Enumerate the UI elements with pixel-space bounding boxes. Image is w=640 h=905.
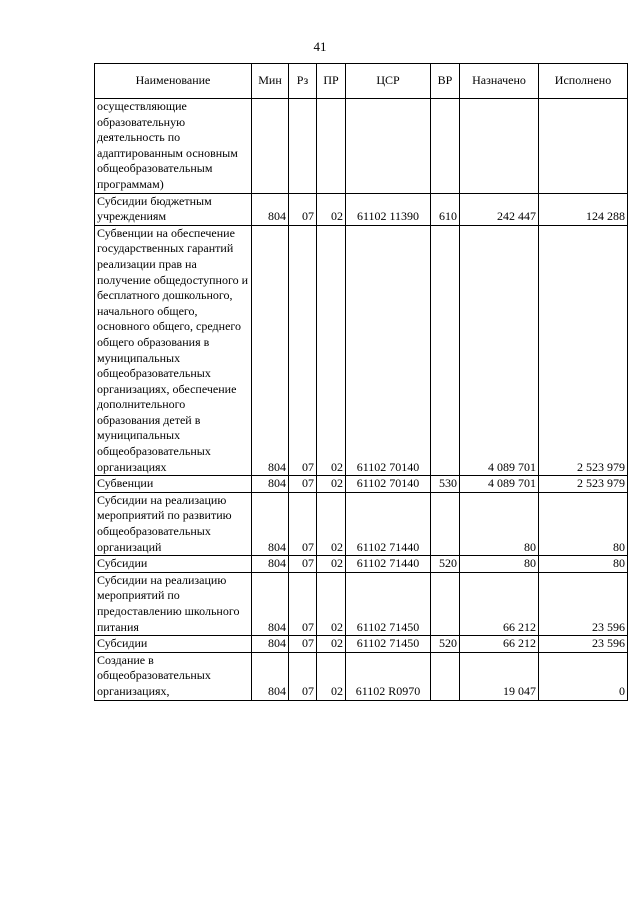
row-assigned: 80 xyxy=(460,556,539,573)
row-pr: 02 xyxy=(317,193,346,225)
row-name: осуществляющие образовательную деятельность по адаптированным основным общеобразовательным программам) xyxy=(95,99,252,194)
row-executed: 23 596 xyxy=(539,636,628,653)
row-min: 804 xyxy=(252,572,289,635)
row-vr xyxy=(431,492,460,555)
header-min: Мин xyxy=(252,64,289,99)
row-vr: 530 xyxy=(431,476,460,493)
row-assigned: 66 212 xyxy=(460,636,539,653)
header-assigned: Назначено xyxy=(460,64,539,99)
row-rz: 07 xyxy=(289,556,317,573)
row-vr xyxy=(431,225,460,476)
row-rz: 07 xyxy=(289,652,317,700)
budget-table xyxy=(94,63,628,701)
row-min xyxy=(252,99,289,194)
row-vr: 610 xyxy=(431,193,460,225)
header-executed: Исполнено xyxy=(539,64,628,99)
table-header-row xyxy=(95,64,628,99)
row-rz: 07 xyxy=(289,225,317,476)
row-name: Субсидии бюджетным учреждениям xyxy=(95,193,252,225)
header-vr: ВР xyxy=(431,64,460,99)
row-min: 804 xyxy=(252,556,289,573)
row-rz: 07 xyxy=(289,636,317,653)
header-rz: Рз xyxy=(289,64,317,99)
row-rz: 07 xyxy=(289,193,317,225)
row-name: Субсидии на реализацию мероприятий по развитию общеобразовательных организаций xyxy=(95,492,252,555)
row-executed xyxy=(539,99,628,194)
header-pr: ПР xyxy=(317,64,346,99)
row-csr: 61102 R0970 xyxy=(346,652,431,700)
row-vr: 520 xyxy=(431,556,460,573)
row-csr xyxy=(346,99,431,194)
row-executed: 2 523 979 xyxy=(539,476,628,493)
row-assigned: 19 047 xyxy=(460,652,539,700)
row-executed: 23 596 xyxy=(539,572,628,635)
row-min: 804 xyxy=(252,476,289,493)
row-name: Субвенции на обеспечение государственных гарантий реализации прав на получение общедоступного и бесплатного дошкольного, начального общего, основного общего, среднего общего образования в муниципальных общеобразовательных организациях, обеспечение дополнительного образования детей в муниципальных общеобразовательных организациях xyxy=(95,225,252,476)
row-name: Субсидии на реализацию мероприятий по предоставлению школьного питания xyxy=(95,572,252,635)
row-assigned: 242 447 xyxy=(460,193,539,225)
row-executed: 2 523 979 xyxy=(539,225,628,476)
row-csr: 61102 71440 xyxy=(346,492,431,555)
row-executed: 124 288 xyxy=(539,193,628,225)
table-row xyxy=(95,193,628,225)
row-name: Субсидии xyxy=(95,636,252,653)
row-min: 804 xyxy=(252,652,289,700)
row-pr: 02 xyxy=(317,572,346,635)
row-rz: 07 xyxy=(289,572,317,635)
row-vr xyxy=(431,99,460,194)
table-row xyxy=(95,636,628,653)
row-name: Субвенции xyxy=(95,476,252,493)
row-executed: 80 xyxy=(539,556,628,573)
row-executed: 80 xyxy=(539,492,628,555)
row-pr: 02 xyxy=(317,556,346,573)
row-vr xyxy=(431,572,460,635)
row-min: 804 xyxy=(252,193,289,225)
table-row xyxy=(95,476,628,493)
row-csr: 61102 11390 xyxy=(346,193,431,225)
row-csr: 61102 71450 xyxy=(346,636,431,653)
row-executed: 0 xyxy=(539,652,628,700)
row-csr: 61102 71440 xyxy=(346,556,431,573)
row-min: 804 xyxy=(252,225,289,476)
header-name: Наименование xyxy=(95,64,252,99)
row-min: 804 xyxy=(252,636,289,653)
row-csr: 61102 71450 xyxy=(346,572,431,635)
row-rz: 07 xyxy=(289,492,317,555)
row-assigned: 4 089 701 xyxy=(460,476,539,493)
row-rz: 07 xyxy=(289,476,317,493)
row-pr: 02 xyxy=(317,652,346,700)
row-name: Создание в общеобразовательных организациях, xyxy=(95,652,252,700)
page-number: 41 xyxy=(313,39,327,54)
row-pr: 02 xyxy=(317,225,346,476)
row-min: 804 xyxy=(252,492,289,555)
row-vr xyxy=(431,652,460,700)
table-row xyxy=(95,572,628,635)
table-row xyxy=(95,492,628,555)
table-row xyxy=(95,225,628,476)
row-pr: 02 xyxy=(317,636,346,653)
row-pr xyxy=(317,99,346,194)
table-row xyxy=(95,99,628,194)
row-csr: 61102 70140 xyxy=(346,476,431,493)
row-assigned xyxy=(460,99,539,194)
row-pr: 02 xyxy=(317,492,346,555)
row-vr: 520 xyxy=(431,636,460,653)
row-assigned: 80 xyxy=(460,492,539,555)
row-csr: 61102 70140 xyxy=(346,225,431,476)
row-assigned: 66 212 xyxy=(460,572,539,635)
table-row xyxy=(95,652,628,700)
header-csr: ЦСР xyxy=(346,64,431,99)
row-assigned: 4 089 701 xyxy=(460,225,539,476)
table-row xyxy=(95,556,628,573)
row-name: Субсидии xyxy=(95,556,252,573)
row-pr: 02 xyxy=(317,476,346,493)
row-rz xyxy=(289,99,317,194)
